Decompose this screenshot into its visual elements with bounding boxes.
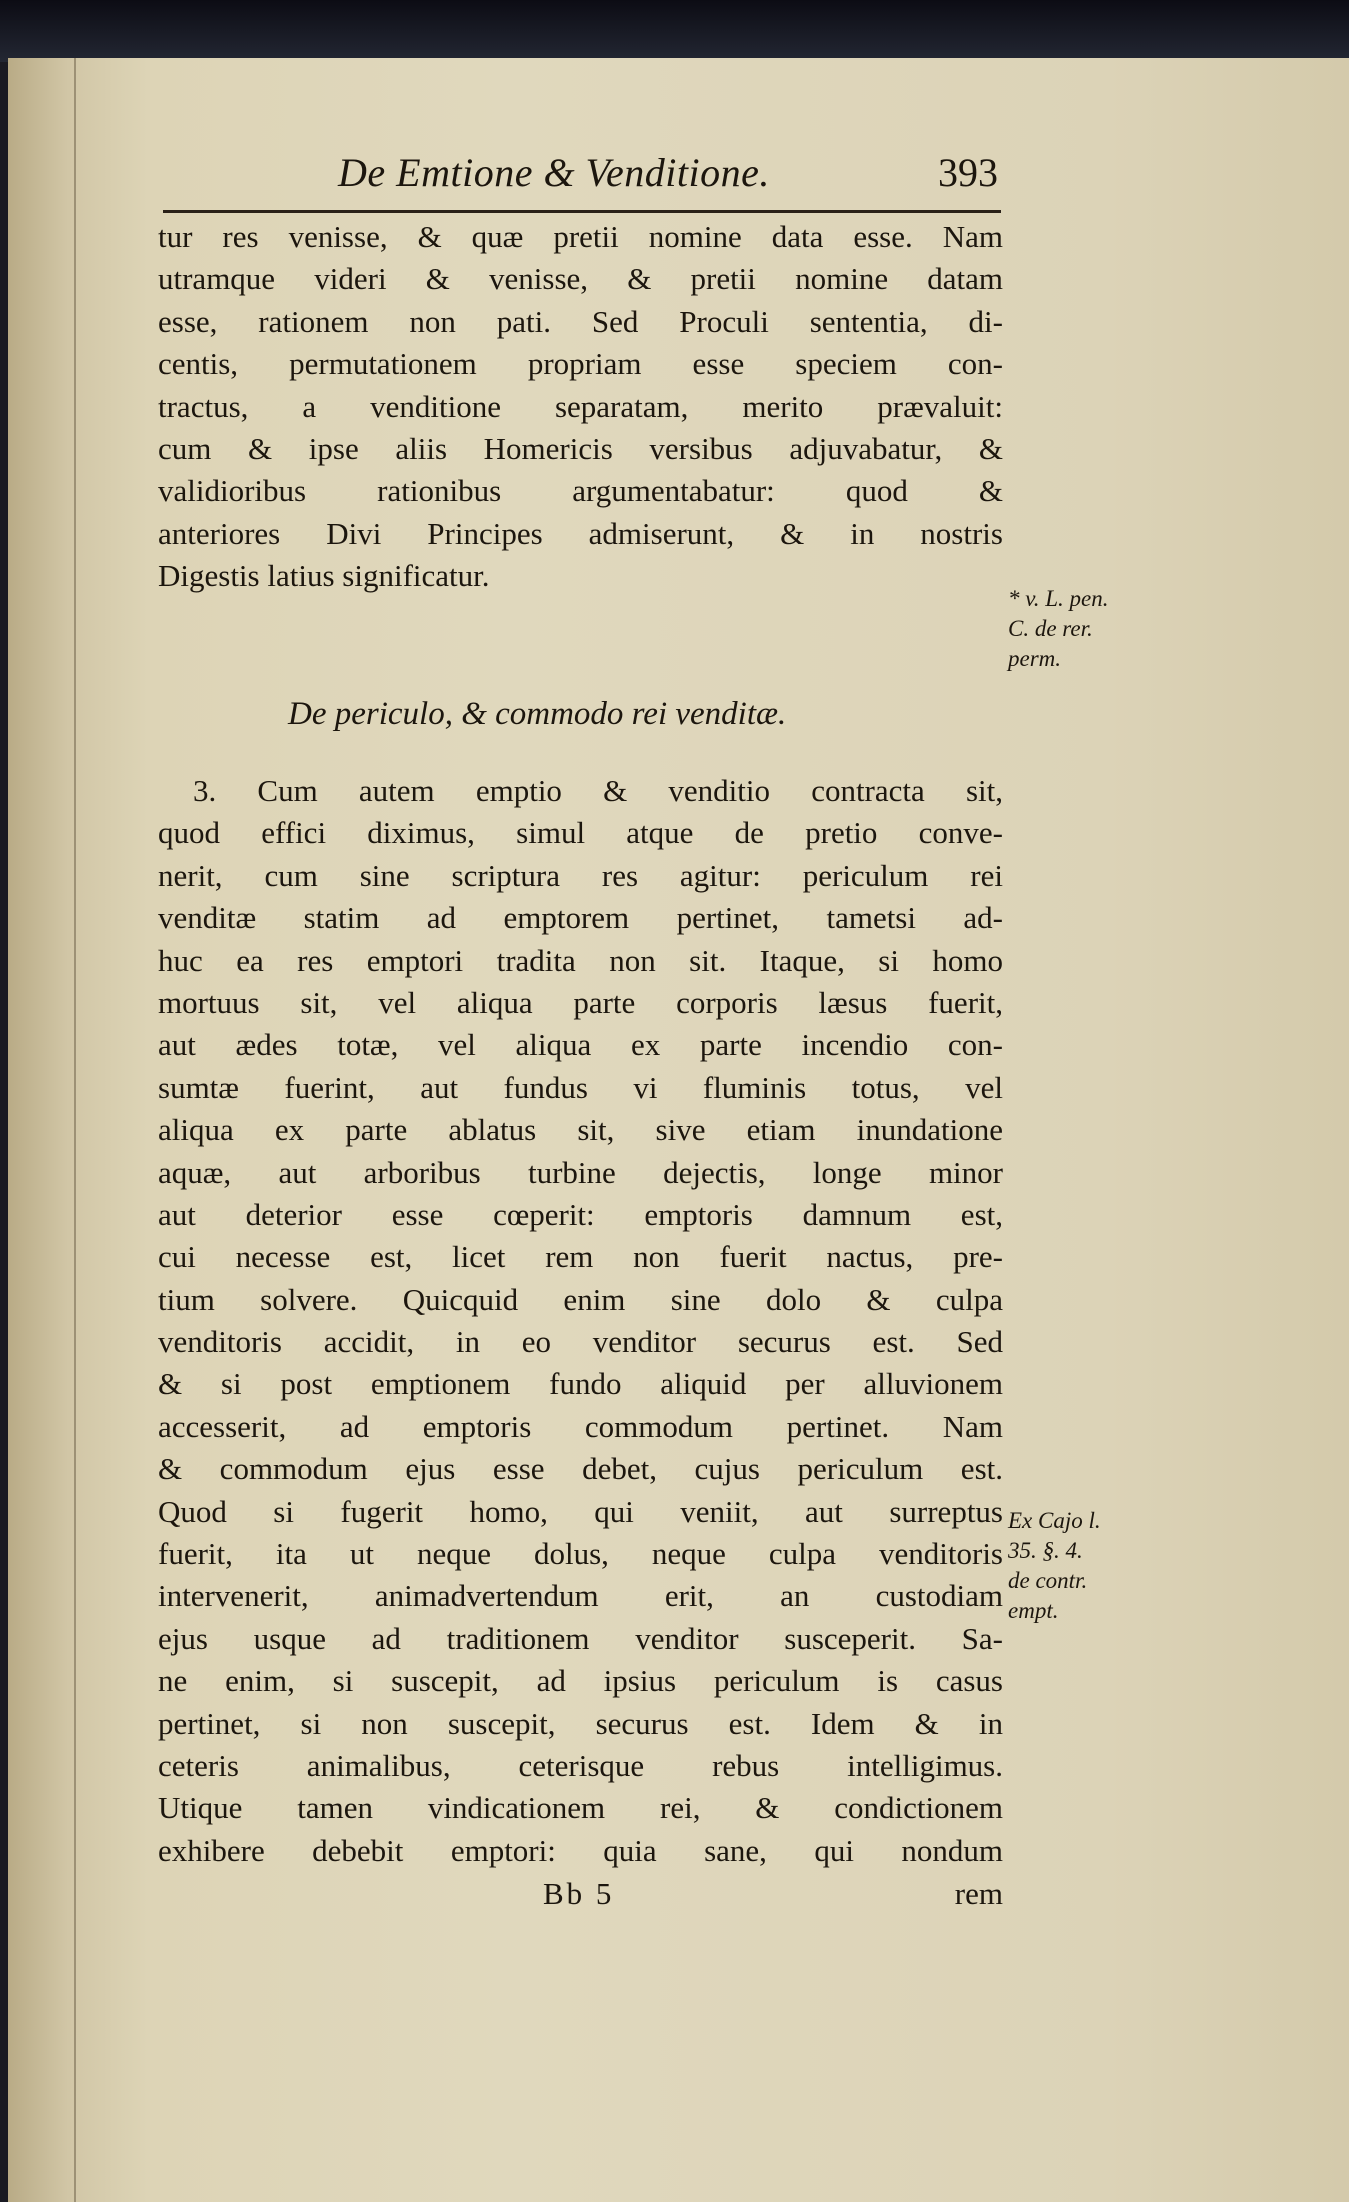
margin-note-2 (1008, 1506, 1101, 1626)
text-line: venditoris accidit, in eo venditor securus est. Sed (158, 1324, 1003, 1360)
margin-note-line: Ex Cajo l. (1008, 1508, 1101, 1533)
page-footer (158, 1876, 1003, 1918)
section-heading: De periculo, & commodo rei venditæ. (288, 696, 787, 732)
text-line: 3. Cum autem emptio & venditio contracta sit, (193, 773, 1003, 808)
text-line: nerit, cum sine scriptura res agitur: periculum rei (158, 857, 1003, 893)
text-line: validioribus rationibus argumentabatur: quod & (158, 473, 1003, 509)
text-line: Quod si fugerit homo, qui veniit, aut surreptus (158, 1493, 1003, 1529)
page-number: 393 (938, 150, 998, 195)
text-line: accesserit, ad emptoris commodum pertinet. Nam (158, 1408, 1003, 1444)
margin-note-1 (1008, 584, 1109, 674)
margin-note-line: empt. (1008, 1598, 1059, 1623)
text-line: & commodum ejus esse debet, cujus periculum est. (158, 1451, 1003, 1487)
text-line: tur res venisse, & quæ pretii nomine data esse. Nam (158, 219, 1003, 254)
text-line: ejus usque ad traditionem venditor susceperit. Sa- (158, 1620, 1003, 1656)
text-line: centis, permutationem propriam esse speciem con- (158, 346, 1003, 382)
text-line: tium solvere. Quicquid enim sine dolo & culpa (158, 1281, 1003, 1317)
paragraph-1 (158, 216, 1003, 598)
text-line: ceteris animalibus, ceterisque rebus intelligimus. (158, 1747, 1003, 1783)
header-rule (163, 210, 1001, 213)
text-line: intervenerit, animadvertendum erit, an custodiam (158, 1578, 1003, 1614)
text-line: cum & ipse aliis Homericis versibus adjuvabatur, & (158, 430, 1003, 466)
margin-note-line: perm. (1008, 646, 1062, 671)
signature-mark: Bb 5 (543, 1876, 615, 1911)
text-line: utramque videri & venisse, & pretii nomine datam (158, 261, 1003, 297)
text-line: quod effici diximus, simul atque de pretio conve- (158, 815, 1003, 851)
text-line: cui necesse est, licet rem non fuerit nactus, pre- (158, 1239, 1003, 1275)
page-gutter (74, 58, 76, 2202)
catchword: rem (954, 1876, 1003, 1911)
margin-note-line: * v. L. pen. (1008, 586, 1109, 611)
text-line: aut deterior esse cœperit: emptoris damnum est, (158, 1196, 1003, 1232)
margin-note-line: de contr. (1008, 1568, 1088, 1593)
text-line: Utique tamen vindicationem rei, & condictionem (158, 1790, 1003, 1826)
scanner-top-band (0, 0, 1349, 62)
paragraph-2 (158, 770, 1003, 1872)
text-line: pertinet, si non suscepit, securus est. Idem & in (158, 1705, 1003, 1741)
text-line: Digestis latius significatur. (158, 558, 490, 594)
text-line: aliqua ex parte ablatus sit, sive etiam inundatione (158, 1112, 1003, 1148)
text-line: huc ea res emptori tradita non sit. Itaque, si homo (158, 942, 1003, 978)
margin-note-line: 35. §. 4. (1008, 1538, 1083, 1563)
text-line: sumtæ fuerint, aut fundus vi fluminis totus, vel (158, 1069, 1003, 1105)
running-title: De Emtione & Venditione. (338, 150, 770, 195)
text-line: esse, rationem non pati. Sed Proculi sententia, di- (158, 303, 1003, 339)
text-line: aut ædes totæ, vel aliqua ex parte incendio con- (158, 1027, 1003, 1063)
text-line: anteriores Divi Principes admiserunt, & in nostris (158, 515, 1003, 551)
text-line: aquæ, aut arboribus turbine dejectis, longe minor (158, 1154, 1003, 1190)
text-line: exhibere debebit emptori: quia sane, qui nondum (158, 1832, 1003, 1868)
text-line: ne enim, si suscepit, ad ipsius periculum is casus (158, 1663, 1003, 1699)
page-header (338, 136, 1058, 196)
text-line: venditæ statim ad emptorem pertinet, tametsi ad- (158, 900, 1003, 936)
text-line: tractus, a venditione separatam, merito prævaluit: (158, 388, 1003, 424)
text-line: mortuus sit, vel aliqua parte corporis læsus fuerit, (158, 984, 1003, 1020)
margin-note-line: C. de rer. (1008, 616, 1093, 641)
book-page (8, 58, 1349, 2202)
text-line: fuerit, ita ut neque dolus, neque culpa venditoris (158, 1536, 1003, 1572)
text-line: & si post emptionem fundo aliquid per alluvionem (158, 1366, 1003, 1402)
